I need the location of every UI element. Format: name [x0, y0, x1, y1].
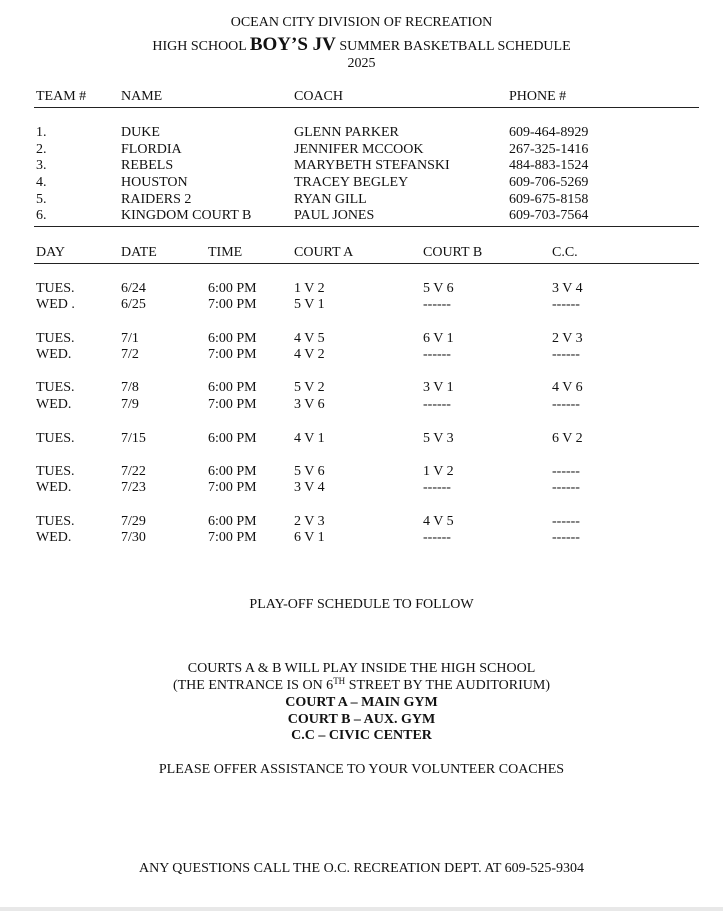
- schedule-row-date: 7/30: [121, 530, 146, 545]
- schedule-row-court-a: 3 V 4: [294, 480, 325, 495]
- schedule-row-court-b: ------: [423, 347, 451, 362]
- team-row-no: 4.: [36, 175, 47, 190]
- schedule-row-date: 7/8: [121, 380, 139, 395]
- schedule-row-day: WED.: [36, 397, 72, 412]
- schedule-row-cc: ------: [552, 347, 580, 362]
- schedule-row-cc: ------: [552, 397, 580, 412]
- schedule-row-date: 7/15: [121, 431, 146, 446]
- team-row-phone: 484-883-1524: [509, 158, 589, 173]
- schedule-row-court-b: 6 V 1: [423, 331, 454, 346]
- schedule-header-rule: [34, 263, 699, 264]
- cc-legend: C.C – CIVIC CENTER: [291, 728, 432, 743]
- schedule-row-time: 6:00 PM: [208, 514, 257, 529]
- schedule-row-time: 7:00 PM: [208, 530, 257, 545]
- schedule-row-cc: 6 V 2: [552, 431, 583, 446]
- schedule-row-court-a: 5 V 6: [294, 464, 325, 479]
- schedule-row-time: 6:00 PM: [208, 331, 257, 346]
- schedule-row-cc: 4 V 6: [552, 380, 583, 395]
- team-row-phone: 609-464-8929: [509, 125, 589, 140]
- schedule-row-date: 7/2: [121, 347, 139, 362]
- schedule-row-court-b: 5 V 6: [423, 281, 454, 296]
- schedule-row-court-b: ------: [423, 480, 451, 495]
- schedule-header-court-b: COURT B: [423, 245, 483, 260]
- schedule-row-court-a: 4 V 5: [294, 331, 325, 346]
- team-row-no: 3.: [36, 158, 47, 173]
- entrance-note-sup: TH: [333, 676, 346, 686]
- team-row-name: FLORDIA: [121, 142, 182, 157]
- schedule-row-day: TUES.: [36, 281, 75, 296]
- questions-note: ANY QUESTIONS CALL THE O.C. RECREATION DEPT. AT 609-525-9304: [138, 861, 584, 876]
- schedule-row-day: TUES.: [36, 331, 75, 346]
- schedule-row-cc: ------: [552, 530, 580, 545]
- teams-header-rule: [34, 107, 699, 108]
- schedule-row-cc: 3 V 4: [552, 281, 583, 296]
- schedule-title: [0, 34, 723, 58]
- schedule-row-date: 7/23: [121, 480, 146, 495]
- team-row-phone: 609-706-5269: [509, 175, 589, 190]
- schedule-row-court-b: ------: [423, 530, 451, 545]
- schedule-header-court-a: COURT A: [294, 245, 354, 260]
- team-row-no: 5.: [36, 192, 47, 207]
- team-row-name: REBELS: [121, 158, 174, 173]
- schedule-row-cc: ------: [552, 480, 580, 495]
- playoff-note: PLAY-OFF SCHEDULE TO FOLLOW: [249, 597, 474, 612]
- schedule-header-day: DAY: [36, 245, 66, 260]
- schedule-title-division: BOY’S JV: [249, 34, 336, 55]
- team-row-name: RAIDERS 2: [121, 192, 192, 207]
- teams-header-phone: PHONE #: [509, 89, 567, 104]
- team-row-name: HOUSTON: [121, 175, 188, 190]
- schedule-title-suffix: SUMMER BASKETBALL SCHEDULE: [339, 39, 571, 54]
- schedule-row-time: 6:00 PM: [208, 431, 257, 446]
- team-row-coach: RYAN GILL: [294, 192, 367, 207]
- teams-bottom-rule: [34, 226, 699, 227]
- entrance-note: [0, 678, 723, 694]
- schedule-row-date: 7/1: [121, 331, 139, 346]
- team-row-coach: GLENN PARKER: [294, 125, 399, 140]
- schedule-row-time: 6:00 PM: [208, 281, 257, 296]
- schedule-row-court-b: 4 V 5: [423, 514, 454, 529]
- teams-header-team-no: TEAM #: [36, 89, 87, 104]
- schedule-row-court-a: 4 V 2: [294, 347, 325, 362]
- team-row-coach: JENNIFER MCCOOK: [294, 142, 424, 157]
- schedule-row-court-a: 1 V 2: [294, 281, 325, 296]
- courts-location-note: COURTS A & B WILL PLAY INSIDE THE HIGH SCHOOL: [187, 661, 536, 676]
- team-row-no: 6.: [36, 208, 47, 223]
- schedule-row-day: WED.: [36, 480, 72, 495]
- schedule-row-day: TUES.: [36, 514, 75, 529]
- schedule-row-time: 6:00 PM: [208, 380, 257, 395]
- schedule-row-cc: 2 V 3: [552, 331, 583, 346]
- teams-header-coach: COACH: [294, 89, 344, 104]
- page-bottom-edge: [0, 907, 723, 911]
- team-row-coach: PAUL JONES: [294, 208, 375, 223]
- schedule-header-date: DATE: [121, 245, 157, 260]
- schedule-row-date: 6/24: [121, 281, 146, 296]
- schedule-row-cc: ------: [552, 464, 580, 479]
- schedule-row-time: 7:00 PM: [208, 297, 257, 312]
- schedule-header-cc: C.C.: [552, 245, 578, 260]
- org-title: OCEAN CITY DIVISION OF RECREATION: [230, 15, 493, 30]
- schedule-row-court-a: 6 V 1: [294, 530, 325, 545]
- schedule-row-time: 7:00 PM: [208, 397, 257, 412]
- court-b-legend: COURT B – AUX. GYM: [287, 712, 436, 727]
- schedule-row-court-b: 1 V 2: [423, 464, 454, 479]
- schedule-row-date: 7/22: [121, 464, 146, 479]
- assistance-note: PLEASE OFFER ASSISTANCE TO YOUR VOLUNTEER COACHES: [158, 762, 565, 777]
- schedule-row-court-a: 3 V 6: [294, 397, 325, 412]
- schedule-row-court-a: 5 V 2: [294, 380, 325, 395]
- schedule-row-date: 7/29: [121, 514, 146, 529]
- schedule-row-day: TUES.: [36, 380, 75, 395]
- team-row-no: 1.: [36, 125, 47, 140]
- entrance-note-suffix: STREET BY THE AUDITORIUM): [345, 678, 551, 693]
- schedule-title-prefix: HIGH SCHOOL: [152, 39, 247, 54]
- teams-header-name: NAME: [121, 89, 163, 104]
- team-row-name: DUKE: [121, 125, 160, 140]
- team-row-coach: TRACEY BEGLEY: [294, 175, 409, 190]
- team-row-no: 2.: [36, 142, 47, 157]
- schedule-header-time: TIME: [208, 245, 243, 260]
- schedule-row-time: 7:00 PM: [208, 347, 257, 362]
- schedule-row-date: 7/9: [121, 397, 139, 412]
- schedule-row-time: 7:00 PM: [208, 480, 257, 495]
- team-row-name: KINGDOM COURT B: [121, 208, 252, 223]
- schedule-row-court-b: 5 V 3: [423, 431, 454, 446]
- schedule-row-court-b: ------: [423, 397, 451, 412]
- team-row-phone: 609-703-7564: [509, 208, 589, 223]
- schedule-row-day: TUES.: [36, 464, 75, 479]
- schedule-row-day: TUES.: [36, 431, 75, 446]
- schedule-row-day: WED.: [36, 347, 72, 362]
- entrance-note-prefix: (THE ENTRANCE IS ON 6: [172, 678, 334, 693]
- schedule-row-court-b: ------: [423, 297, 451, 312]
- schedule-year: 2025: [347, 56, 376, 71]
- schedule-row-court-a: 2 V 3: [294, 514, 325, 529]
- schedule-row-day: WED.: [36, 530, 72, 545]
- schedule-row-court-a: 4 V 1: [294, 431, 325, 446]
- schedule-row-day: WED .: [36, 297, 75, 312]
- court-a-legend: COURT A – MAIN GYM: [285, 695, 438, 710]
- schedule-row-court-b: 3 V 1: [423, 380, 454, 395]
- team-row-coach: MARYBETH STEFANSKI: [294, 158, 450, 173]
- schedule-row-cc: ------: [552, 297, 580, 312]
- team-row-phone: 609-675-8158: [509, 192, 589, 207]
- team-row-phone: 267-325-1416: [509, 142, 589, 157]
- schedule-row-date: 6/25: [121, 297, 146, 312]
- schedule-row-court-a: 5 V 1: [294, 297, 325, 312]
- schedule-row-cc: ------: [552, 514, 580, 529]
- schedule-row-time: 6:00 PM: [208, 464, 257, 479]
